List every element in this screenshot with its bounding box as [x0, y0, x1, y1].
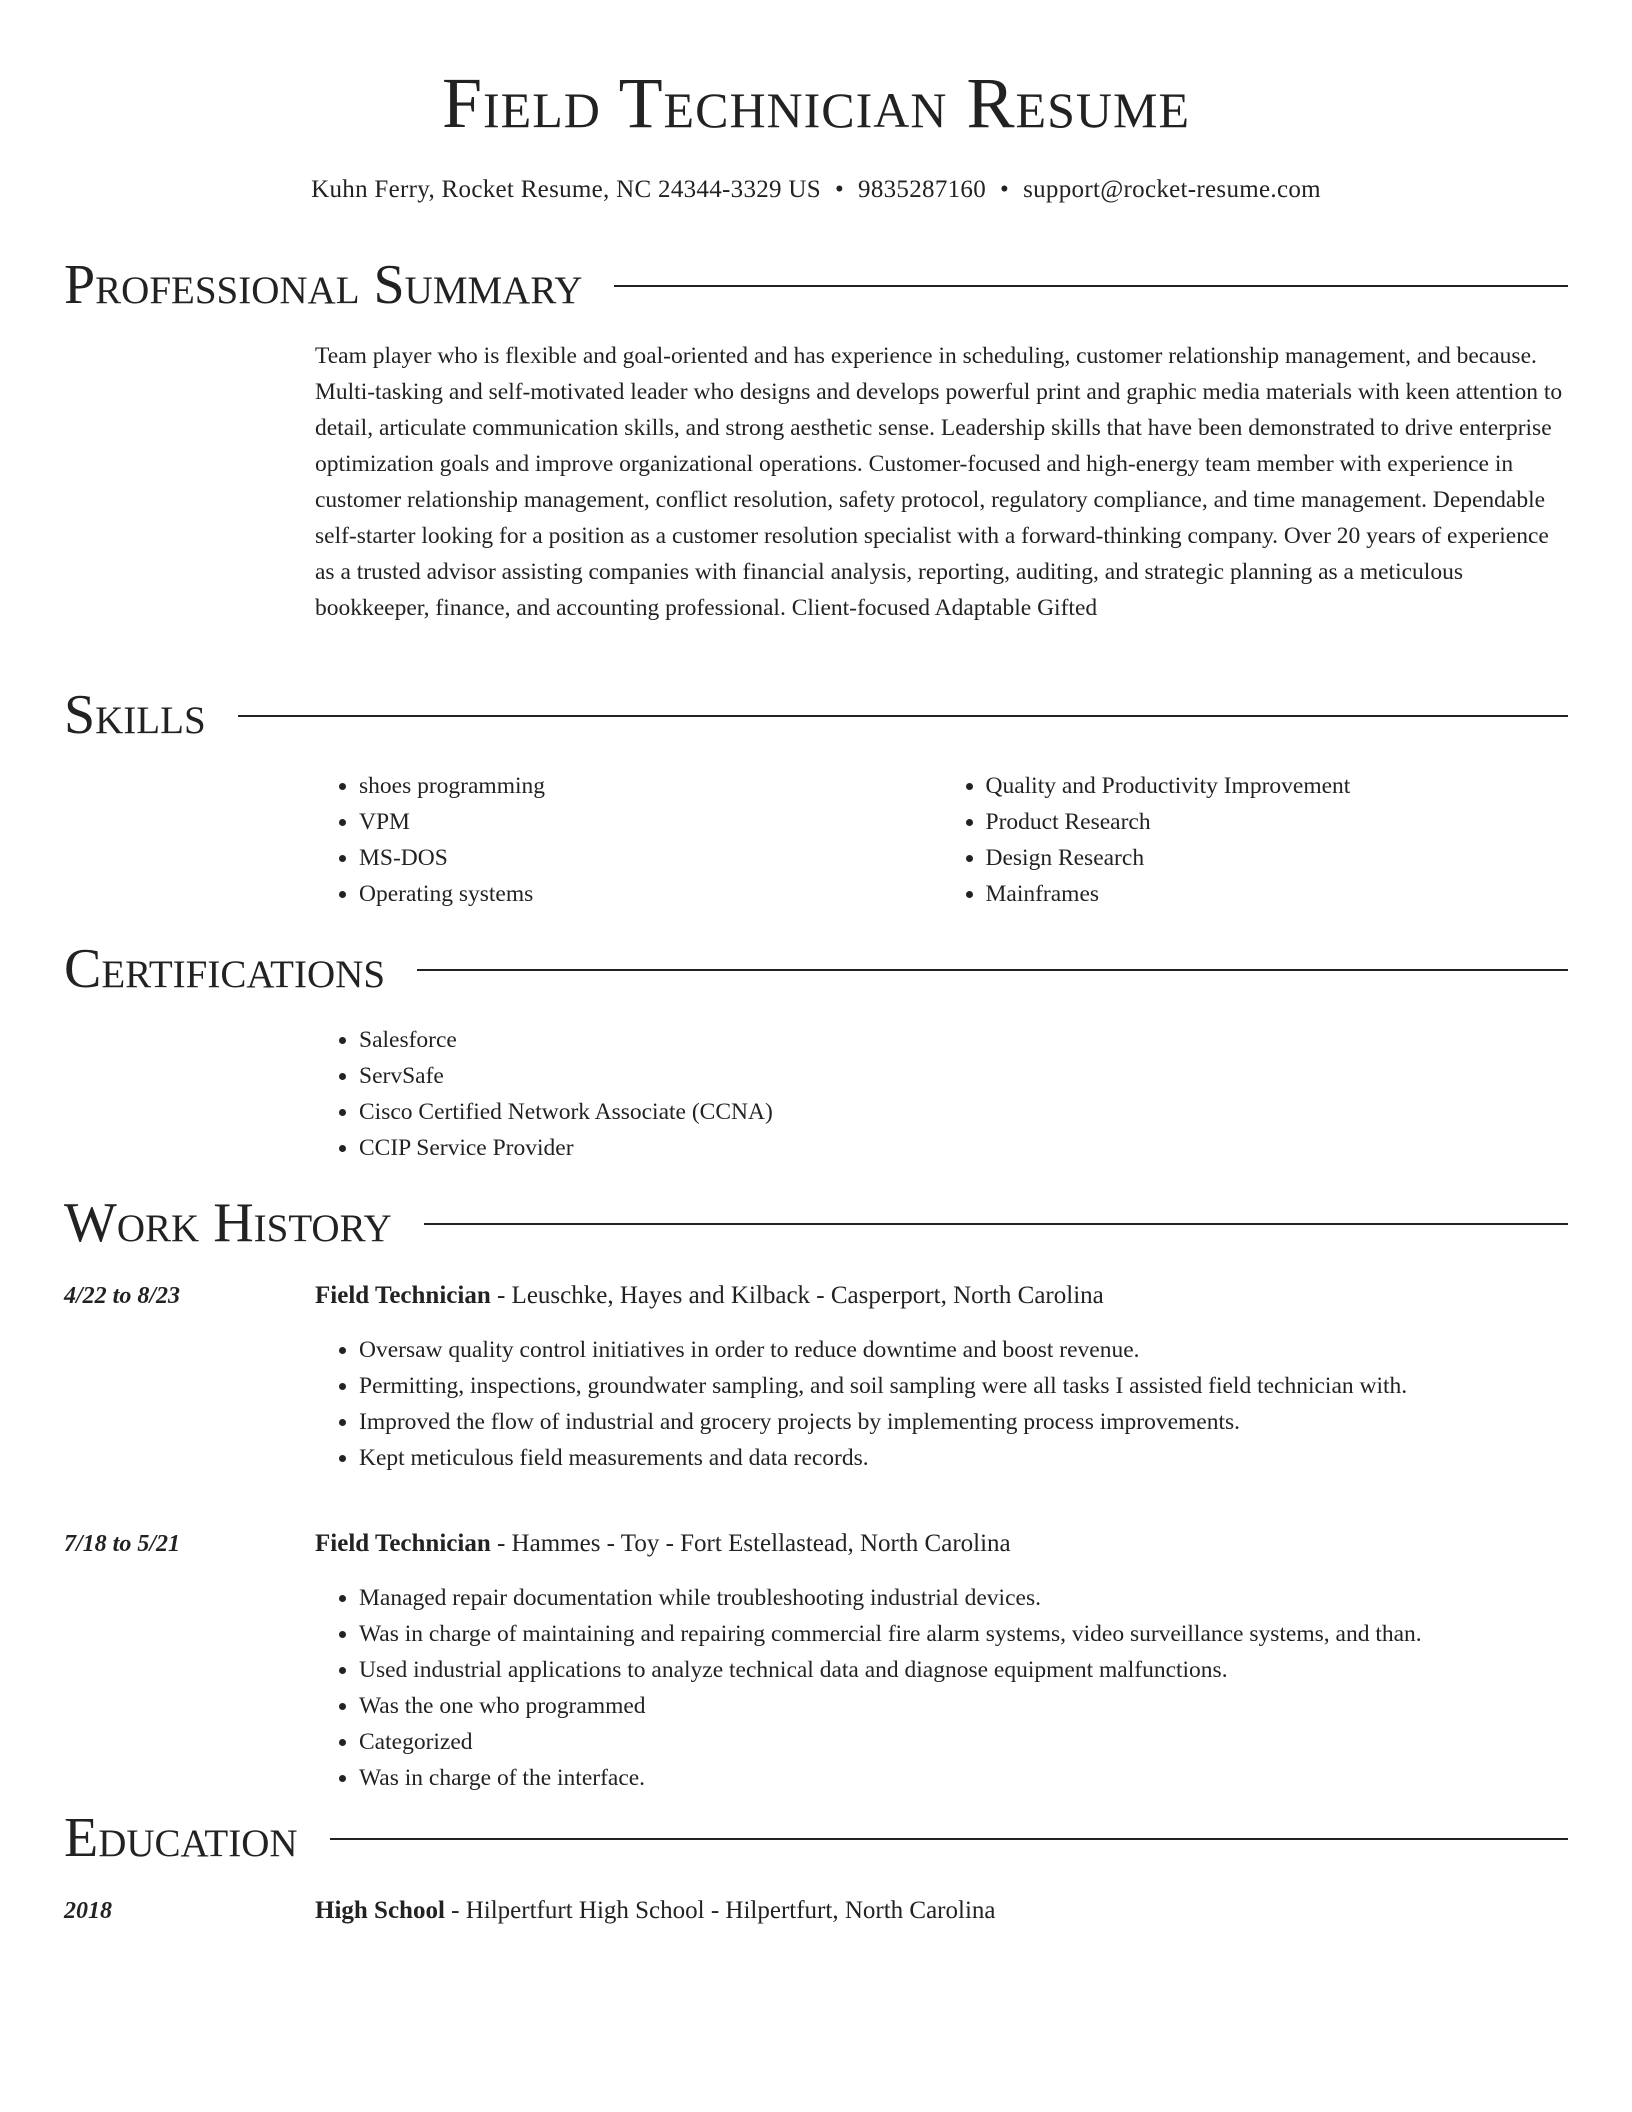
work-history-section [64, 1188, 1568, 1796]
certification-item: • CCIP Service Provider [359, 1130, 1568, 1166]
job-bullets [315, 1332, 1568, 1476]
skills-list-left [315, 768, 942, 912]
resume-title: Field Technician Resume [441, 63, 1191, 143]
job-dates: 7/18 to 5/21 [64, 1531, 181, 1557]
skills-list-right [942, 768, 1569, 912]
education-date: 2018 [64, 1898, 112, 1924]
certifications-body [315, 1022, 1568, 1166]
section-divider [614, 285, 1568, 287]
job-title: Field Technician [315, 1530, 491, 1557]
job-bullet: • Permitting, inspections, groundwater sampling, and soil sampling were all tasks I assisted field technician with. [359, 1368, 1568, 1404]
section-header [64, 680, 1568, 750]
certifications-list [315, 1022, 1568, 1166]
job-dates: 4/22 to 8/23 [64, 1283, 181, 1309]
job-heading [315, 1278, 1568, 1314]
education-school: - Hilpertfurt High School - Hilpertfurt, North Carolina [444, 1897, 996, 1924]
summary-text: Team player who is flexible and goal-oriented and has experience in scheduling, customer relationship management, and because. Multi-tasking and self-motivated leader who designs and develops powerful print and graphic media materials with keen attention to detail, articulate communication skills, and strong aesthetic sense. Leadership skills that have been demonstrated to drive enterprise optimization goals and improve organizational operations. Customer-focused and high-energy team member with experience in customer relationship management, conflict resolution, safety protocol, regulatory compliance, and time management. Dependable self-starter looking for a position as a customer resolution specialist with a forward-thinking company. Over 20 years of experience as a trusted advisor assisting companies with financial analysis, reporting, auditing, and strategic planning as a meticulous bookkeeper, finance, and accounting professional. Client-focused Adaptable Gifted [315, 343, 1563, 621]
skill-item: • shoes programming [359, 768, 942, 804]
contact-address: Kuhn Ferry, Rocket Resume, NC 24344-3329 US [311, 176, 821, 203]
skill-item: • MS-DOS [359, 840, 942, 876]
section-divider [238, 715, 1568, 717]
job-title: Field Technician [315, 1282, 491, 1309]
section-divider [417, 969, 1568, 971]
section-header [64, 934, 1568, 1004]
skill-item: • Product Research [986, 804, 1569, 840]
skill-item: • Operating systems [359, 876, 942, 912]
job-employer: - Leuschke, Hayes and Kilback - Casperport, North Carolina [490, 1282, 1104, 1309]
certification-item: • Salesforce [359, 1022, 1568, 1058]
skills-section [64, 680, 1568, 912]
section-title-work-history: Work History [64, 1192, 392, 1254]
section-header [64, 1188, 1568, 1258]
education-section [64, 1803, 1568, 1929]
section-title-summary: Professional Summary [64, 254, 583, 316]
section-title-skills: Skills [64, 684, 206, 746]
section-header [64, 250, 1568, 320]
contact-separator: • [1000, 176, 1010, 203]
job-entry [64, 1526, 1568, 1796]
section-title-certifications: Certifications [64, 938, 386, 1000]
job-bullet: • Managed repair documentation while troubleshooting industrial devices. [359, 1580, 1568, 1616]
contact-email: support@rocket-resume.com [1023, 176, 1321, 203]
job-entry [64, 1278, 1568, 1476]
section-header [64, 1803, 1568, 1873]
section-divider [330, 1838, 1568, 1840]
education-entry [64, 1893, 1568, 1929]
job-bullet: • Categorized [359, 1724, 1568, 1760]
job-bullet: • Used industrial applications to analyze technical data and diagnose equipment malfunctions. [359, 1652, 1568, 1688]
education-degree: High School [315, 1897, 445, 1924]
certification-item: • Cisco Certified Network Associate (CCNA) [359, 1094, 1568, 1130]
job-bullet: • Was in charge of the interface. [359, 1760, 1568, 1796]
job-bullet: • Oversaw quality control initiatives in order to reduce downtime and boost revenue. [359, 1332, 1568, 1368]
contact-separator: • [834, 176, 845, 203]
job-heading [315, 1526, 1568, 1562]
skill-item: • Design Research [986, 840, 1569, 876]
certifications-section [64, 934, 1568, 1166]
job-bullets [315, 1580, 1568, 1796]
contact-phone: 9835287160 [858, 176, 987, 203]
job-bullet: • Improved the flow of industrial and grocery projects by implementing process improvements. [359, 1404, 1568, 1440]
skill-item: • Quality and Productivity Improvement [986, 768, 1569, 804]
skill-item: • VPM [359, 804, 942, 840]
contact-line [64, 172, 1568, 208]
education-heading [315, 1893, 1568, 1929]
job-employer: - Hammes - Toy - Fort Estellastead, North Carolina [490, 1530, 1011, 1557]
skill-item: • Mainframes [986, 876, 1569, 912]
summary-section [64, 250, 1568, 626]
skills-grid [315, 768, 1568, 912]
section-divider [424, 1223, 1568, 1225]
job-bullet: • Kept meticulous field measurements and data records. [359, 1440, 1568, 1476]
job-bullet: • Was the one who programmed [359, 1688, 1568, 1724]
section-title-education: Education [64, 1807, 298, 1869]
job-bullet: • Was in charge of maintaining and repairing commercial fire alarm systems, video surveillance systems, and than. [359, 1616, 1568, 1652]
certification-item: • ServSafe [359, 1058, 1568, 1094]
